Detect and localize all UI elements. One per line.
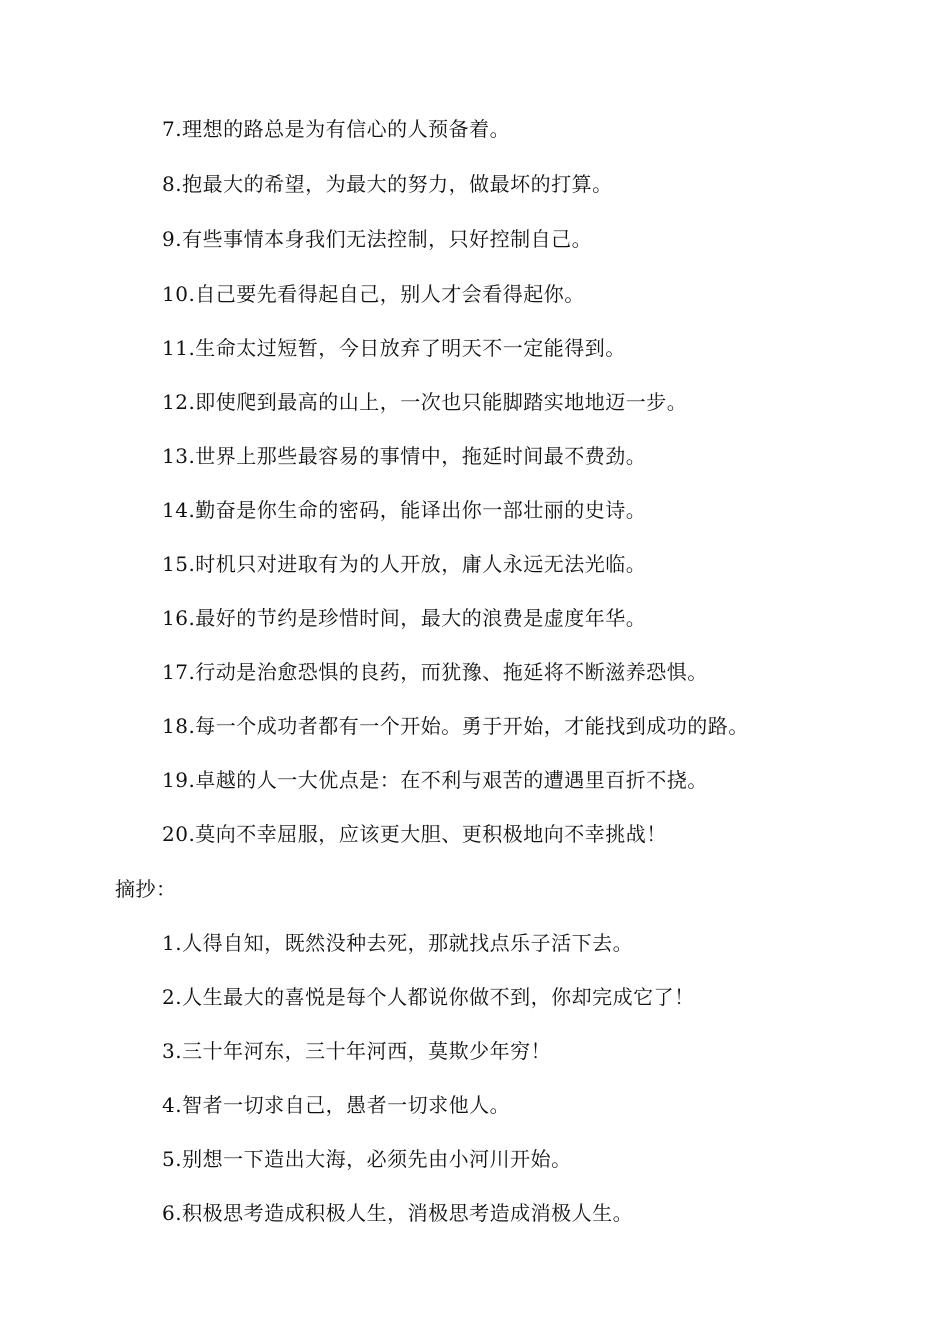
quote-item: 17.行动是治愈恐惧的良药，而犹豫、拖延将不断滋养恐惧。	[162, 660, 708, 684]
quote-item: 9.有些事情本身我们无法控制，只好控制自己。	[162, 227, 593, 251]
quote-item: 3.三十年河东，三十年河西，莫欺少年穷！	[162, 1039, 552, 1063]
quote-item: 7.理想的路总是为有信心的人预备着。	[162, 117, 511, 141]
quote-item: 20.莫向不幸屈服，应该更大胆、更积极地向不幸挑战！	[162, 822, 667, 846]
quote-item: 14.勤奋是你生命的密码，能译出你一部壮丽的史诗。	[162, 498, 647, 522]
quote-item: 6.积极思考造成积极人生，消极思考造成消极人生。	[162, 1201, 634, 1225]
quote-item: 11.生命太过短暂，今日放弃了明天不一定能得到。	[162, 336, 626, 360]
quote-item: 8.抱最大的希望，为最大的努力，做最坏的打算。	[162, 172, 613, 196]
quote-item: 12.即使爬到最高的山上，一次也只能脚踏实地地迈一步。	[162, 390, 688, 414]
quote-item: 19.卓越的人一大优点是：在不利与艰苦的遭遇里百折不挠。	[162, 768, 708, 792]
quote-item: 13.世界上那些最容易的事情中，拖延时间最不费劲。	[162, 444, 647, 468]
section-heading: 摘抄：	[115, 877, 177, 901]
quote-item: 16.最好的节约是珍惜时间，最大的浪费是虚度年华。	[162, 606, 647, 630]
quote-item: 10.自己要先看得起自己，别人才会看得起你。	[162, 282, 585, 306]
quote-item: 18.每一个成功者都有一个开始。勇于开始，才能找到成功的路。	[162, 714, 749, 738]
quote-item: 1.人得自知，既然没种去死，那就找点乐子活下去。	[162, 931, 634, 955]
quote-item: 5.别想一下造出大海，必须先由小河川开始。	[162, 1147, 572, 1171]
quote-item: 2.人生最大的喜悦是每个人都说你做不到，你却完成它了！	[162, 985, 695, 1009]
quote-item: 15.时机只对进取有为的人开放，庸人永远无法光临。	[162, 552, 647, 576]
quote-item: 4.智者一切求自己，愚者一切求他人。	[162, 1093, 511, 1117]
